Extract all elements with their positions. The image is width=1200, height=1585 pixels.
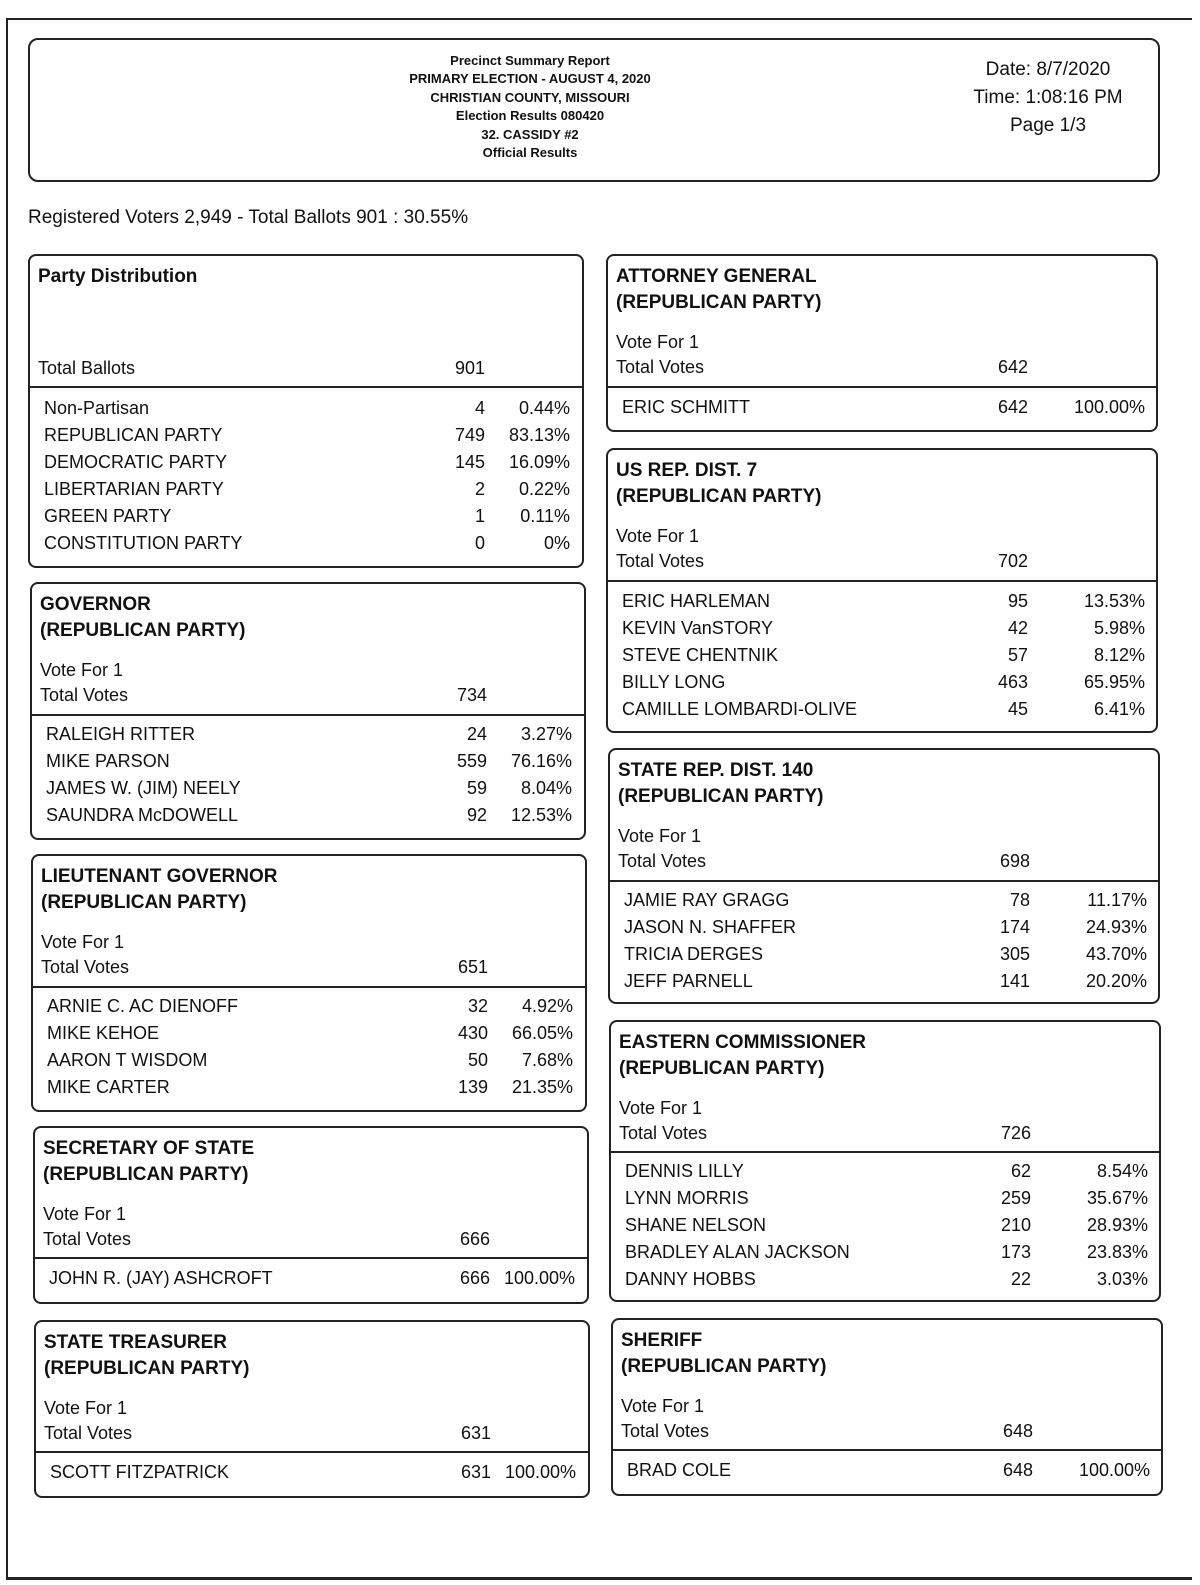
race-panel-lieutenant-governor: [31, 854, 587, 1112]
candidate-row: RALEIGH RITTER 24 3.27%: [46, 724, 572, 744]
divider: [608, 386, 1156, 388]
race-title: US REP. DIST. 7 (REPUBLICAN PARTY): [616, 460, 822, 507]
total-votes-label: Total Votes: [40, 685, 129, 705]
candidate-row: DENNIS LILLY 62 8.54%: [625, 1161, 1148, 1181]
party-row: Non-Partisan 4 0.44%: [44, 398, 570, 418]
total-votes-label: Total Votes: [616, 551, 705, 571]
candidate-row: ARNIE C. AC DIENOFF 32 4.92%: [47, 996, 573, 1016]
results-status: Official Results: [482, 145, 578, 161]
total-votes-value: 734: [456, 685, 487, 705]
race-panel-eastern-commissioner: [609, 1020, 1161, 1302]
race-title: STATE REP. DIST. 140 (REPUBLICAN PARTY): [618, 760, 824, 807]
race-title: EASTERN COMMISSIONER (REPUBLICAN PARTY): [619, 1032, 867, 1079]
vote-for-label: Vote For 1: [40, 660, 124, 680]
candidate-row: SCOTT FITZPATRICK 631 100.00%: [50, 1462, 576, 1482]
race-panel-state-treasurer: [34, 1320, 590, 1498]
total-ballots-label: Total Ballots: [38, 358, 136, 378]
race-title: SECRETARY OF STATE (REPUBLICAN PARTY): [43, 1138, 255, 1185]
candidate-row: TRICIA DERGES 305 43.70%: [624, 944, 1147, 964]
divider: [613, 1449, 1161, 1451]
vote-for-label: Vote For 1: [44, 1398, 128, 1418]
race-title: LIEUTENANT GOVERNOR (REPUBLICAN PARTY): [41, 866, 278, 913]
vote-for-label: Vote For 1: [616, 332, 700, 352]
vote-for-label: Vote For 1: [616, 526, 700, 546]
total-votes-label: Total Votes: [44, 1423, 133, 1443]
race-title: ATTORNEY GENERAL (REPUBLICAN PARTY): [616, 266, 822, 313]
candidate-row: JASON N. SHAFFER 174 24.93%: [624, 917, 1147, 937]
total-ballots-value: 901: [454, 358, 485, 378]
candidate-row: MIKE KEHOE 430 66.05%: [47, 1023, 573, 1043]
report-header: [28, 38, 1160, 182]
party-row: REPUBLICAN PARTY 749 83.13%: [44, 425, 570, 445]
party-row: DEMOCRATIC PARTY 145 16.09%: [44, 452, 570, 472]
total-votes-label: Total Votes: [41, 957, 130, 977]
candidate-row: BILLY LONG 463 65.95%: [622, 672, 1145, 692]
total-votes-label: Total Votes: [618, 851, 707, 871]
registered-voters-summary: Registered Voters 2,949 - Total Ballots 901 : 30.55%: [28, 207, 469, 228]
report-title: Precinct Summary Report: [450, 53, 610, 68]
race-title: SHERIFF (REPUBLICAN PARTY): [621, 1330, 827, 1377]
report-time: Time: 1:08:16 PM: [973, 87, 1123, 108]
candidate-row: SHANE NELSON 210 28.93%: [625, 1215, 1148, 1235]
divider: [35, 1257, 587, 1259]
results-id: Election Results 080420: [455, 108, 605, 124]
party-row: CONSTITUTION PARTY 0 0%: [44, 533, 570, 553]
total-votes-value: 642: [997, 357, 1028, 377]
party-row: LIBERTARIAN PARTY 2 0.22%: [44, 479, 570, 499]
party-row: GREEN PARTY 1 0.11%: [44, 506, 570, 526]
divider: [36, 1451, 588, 1453]
candidate-row: JOHN R. (JAY) ASHCROFT 666 100.00%: [49, 1268, 575, 1288]
candidate-row: ERIC SCHMITT 642 100.00%: [622, 397, 1145, 417]
total-votes-value: 702: [997, 551, 1028, 571]
candidate-row: STEVE CHENTNIK 57 8.12%: [622, 645, 1145, 665]
race-panel-secretary-of-state: [33, 1126, 589, 1304]
race-panel-sheriff: [611, 1318, 1163, 1496]
total-votes-label: Total Votes: [621, 1421, 710, 1441]
total-votes-value: 726: [1000, 1123, 1031, 1143]
divider: [610, 880, 1158, 882]
race-title: GOVERNOR (REPUBLICAN PARTY): [40, 594, 246, 641]
report-date: Date: 8/7/2020: [985, 59, 1111, 80]
total-votes-value: 648: [1002, 1421, 1033, 1441]
divider: [32, 714, 584, 716]
race-panel-attorney-general: [606, 254, 1158, 432]
county-name: CHRISTIAN COUNTY, MISSOURI: [430, 89, 630, 105]
party-distribution-panel: [28, 254, 584, 568]
candidate-row: SAUNDRA McDOWELL 92 12.53%: [46, 805, 572, 825]
candidate-row: JAMIE RAY GRAGG 78 11.17%: [624, 890, 1147, 910]
candidate-row: BRAD COLE 648 100.00%: [627, 1460, 1150, 1480]
race-panel-governor: [30, 582, 586, 840]
candidate-row: KEVIN VanSTORY 42 5.98%: [622, 618, 1145, 638]
race-panel-state-rep-dist-140: [608, 748, 1160, 1004]
total-votes-value: 666: [459, 1229, 490, 1249]
candidate-row: CAMILLE LOMBARDI-OLIVE 45 6.41%: [622, 699, 1145, 719]
total-votes-label: Total Votes: [619, 1123, 708, 1143]
candidate-row: AARON T WISDOM 50 7.68%: [47, 1050, 573, 1070]
race-title: STATE TREASURER (REPUBLICAN PARTY): [44, 1332, 250, 1379]
vote-for-label: Vote For 1: [41, 932, 125, 952]
divider: [611, 1151, 1159, 1153]
divider: [33, 986, 585, 988]
candidate-row: JEFF PARNELL 141 20.20%: [624, 971, 1147, 991]
precinct-name: 32. CASSIDY #2: [481, 126, 579, 142]
panel-title: Party Distribution: [38, 266, 198, 287]
candidate-row: ERIC HARLEMAN 95 13.53%: [622, 591, 1145, 611]
vote-for-label: Vote For 1: [619, 1098, 703, 1118]
total-votes-value: 651: [457, 957, 488, 977]
total-votes-value: 631: [460, 1423, 491, 1443]
total-votes-value: 698: [999, 851, 1030, 871]
total-votes-label: Total Votes: [43, 1229, 132, 1249]
candidate-row: MIKE CARTER 139 21.35%: [47, 1077, 573, 1097]
vote-for-label: Vote For 1: [618, 826, 702, 846]
candidate-row: MIKE PARSON 559 76.16%: [46, 751, 572, 771]
candidate-row: DANNY HOBBS 22 3.03%: [625, 1269, 1148, 1289]
candidate-row: JAMES W. (JIM) NEELY 59 8.04%: [46, 778, 572, 798]
report-meta: [948, 56, 1148, 140]
election-name: PRIMARY ELECTION - AUGUST 4, 2020: [409, 71, 651, 87]
vote-for-label: Vote For 1: [43, 1204, 127, 1224]
page-number: Page 1/3: [1009, 115, 1087, 136]
total-votes-label: Total Votes: [616, 357, 705, 377]
vote-for-label: Vote For 1: [621, 1396, 705, 1416]
candidate-row: BRADLEY ALAN JACKSON 173 23.83%: [625, 1242, 1148, 1262]
report-title-block: [310, 52, 750, 162]
divider: [30, 386, 582, 388]
candidate-row: LYNN MORRIS 259 35.67%: [625, 1188, 1148, 1208]
race-panel-us-rep-dist-7: [606, 448, 1158, 733]
divider: [608, 580, 1156, 582]
